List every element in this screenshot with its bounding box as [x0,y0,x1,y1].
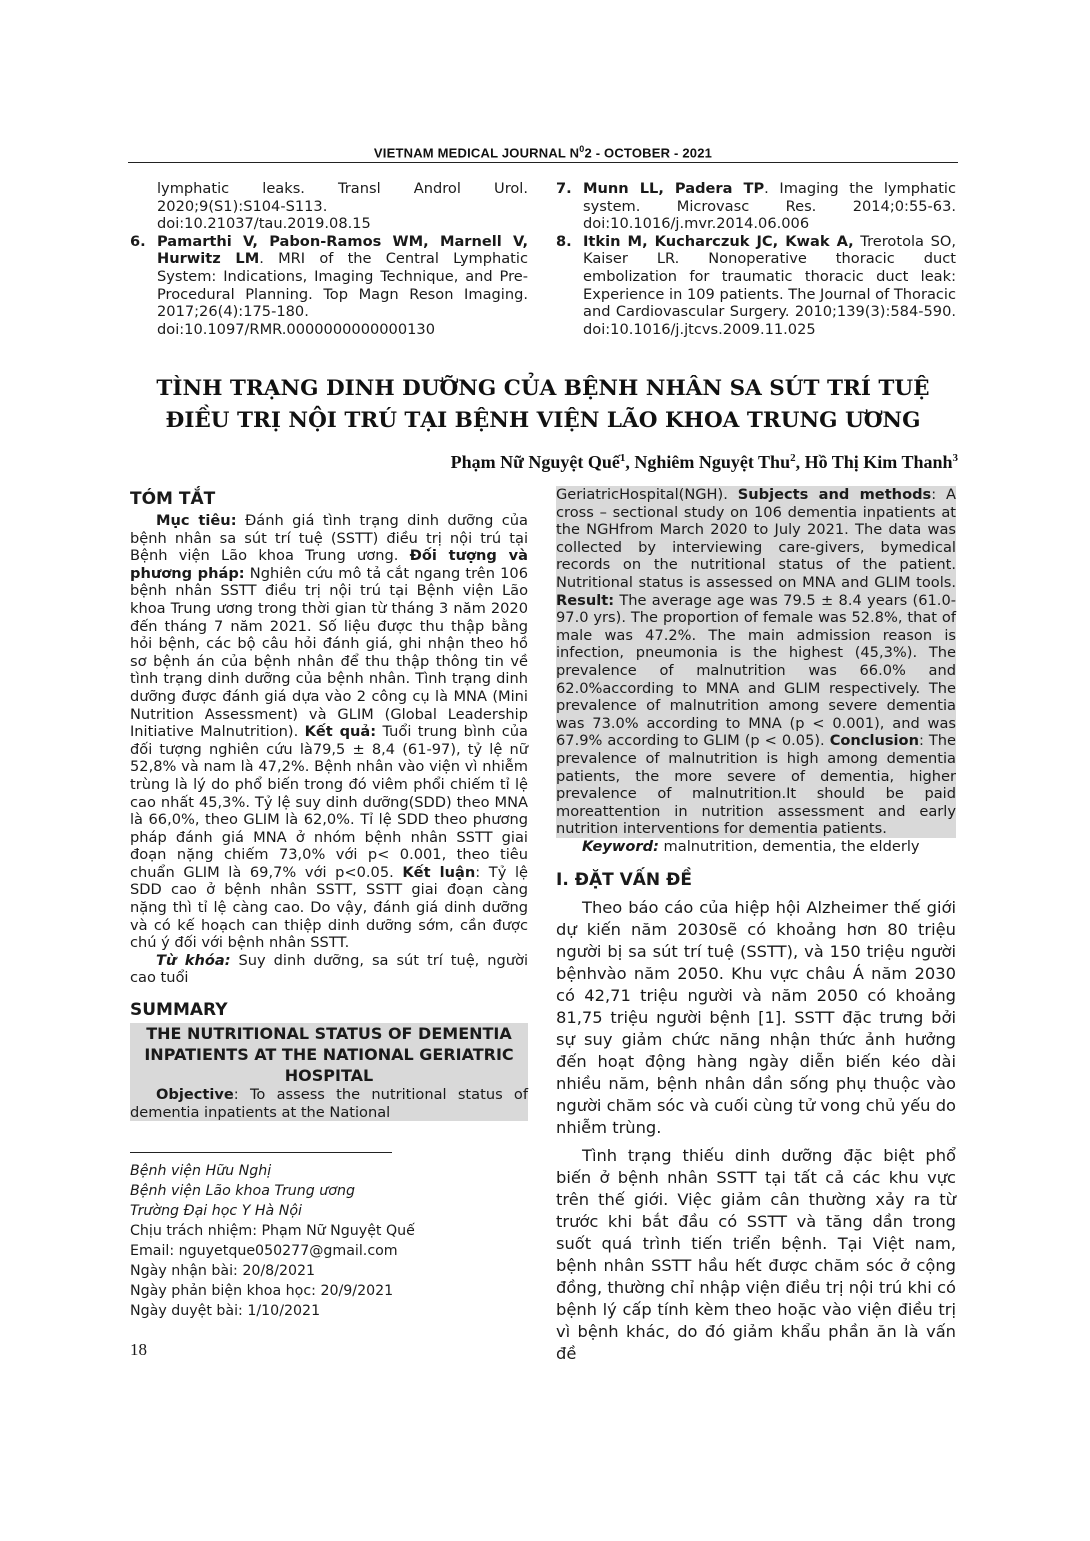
summary-result-text: The average age was 79.5 ± 8.4 years (61.0-97.0 yrs). The proportion of female was 52.8%, that of male was 47.2%. The main admission reason is infection, pneumonia is the highest (45,3%). The prevalence of malnutrition was 66.0% and 62.0%according to MNA and GLIM respectively. The prevalence of malnutrition among severe dementia was 73.0% according to MNA (p < 0.001), and was 67.9% according to GLIM (p < 0.05). [556,591,956,750]
title-line-2: ĐIỀU TRỊ NỘI TRÚ TẠI BỆNH VIỆN LÃO KHOA TRUNG ƯƠNG [165,408,921,433]
reference-7 [556,180,956,233]
email: Email: nguyetque050277@gmail.com [130,1243,398,1259]
summary-body [556,486,956,838]
results-label: Kết quả: [304,723,377,741]
references-right [556,180,956,338]
summary-objective [130,1086,528,1121]
page-number: 18 [130,1340,147,1359]
reference-text: Trerotola SO, Kaiser LR. Nonoperative thoracic duct embolization for traumatic thoracic duct leak: Experience in 109 patients. The Journal of Thoracic and Cardiovascular Surgery. 2010;139(3):584-590. doi:10.1016/j.jtcvs.2009.11.025 [583,232,957,338]
header-rule [128,162,958,163]
responsible-author: Chịu trách nhiệm: Phạm Nữ Nguyệt Quế [130,1223,415,1239]
introduction-heading: I. ĐẶT VẤN ĐỀ [556,870,692,891]
author-name: Phạm Nữ Nguyệt Quế [450,452,620,472]
summary-conclusion-label: Conclusion [829,732,919,750]
summary-keywords [556,838,956,856]
objective-text: Đánh giá tình trạng dinh dưỡng của bệnh nhân sa sút trí tuệ (SSTT) điều trị nội trú tại Bệnh viện Lão khoa Trung ương. [130,512,528,565]
abstract-paragraph [130,512,528,952]
introduction-paragraph-2: Tình trạng thiếu dinh dưỡng đặc biệt phổ biến ở bệnh nhân SSTT tại tất cả các khu vực trên thế giới. Việc giảm cân thường xảy ra từ trước khi bắt đầu có SSTT và tăng dần trong suốt quá trình tiến triển bệnh. Tại Việt nam, bệnh nhân SSTT hầu hết được chăm sóc ở cộng đồng, thường chỉ nhập viện điều trị nội trú khi có bệnh lý cấp tính kèm theo hoặc vào viện điều trị vì bệnh khác, do đó giảm khẩu phần ăn là vấn đề [556,1146,956,1364]
title-line-1: TÌNH TRẠNG DINH DƯỠNG CỦA BỆNH NHÂN SA SÚT TRÍ TUỆ [156,376,930,401]
author-list [451,452,958,473]
author-name: Hồ Thị Kim Thanh [804,452,953,472]
keywords-text: Suy dinh dưỡng, sa sút trí tuệ, người cao tuổi [130,951,529,987]
journal-sup: 0 [579,144,585,154]
reference-5-continued: lymphatic leaks. Transl Androl Urol. 2020;9(S1):S104-S113. doi:10.21037/tau.2019.08.15 [157,180,528,233]
footnote-rule [130,1152,392,1153]
author-separator: , [625,452,635,472]
reviewed-date: Ngày phản biện khoa học: 20/9/2021 [130,1283,394,1299]
reference-number: 8. [556,232,572,250]
reference-text: . Imaging the lymphatic system. Microvasc Res. 2014;0:55-63. doi:10.1016/j.mvr.2014.06.006 [583,180,956,233]
references-left [130,180,528,338]
keywords-label: Từ khóa: [156,951,231,969]
affiliation-2: Bệnh viện Lão khoa Trung ương [130,1183,355,1199]
abstract-heading: TÓM TẮT [130,489,216,509]
author-affiliation: 2 [790,452,796,464]
left-body-column [130,488,528,1121]
results-text: Tuổi trung bình của đối tượng nghiên cứu là79,5 ± 8,4 (61-97), tỷ lệ nữ 52,8% và nam là 47,2%. Bệnh nhân vào viện vì nhiễm trùng là lý do phổ biến trong đó viêm phổi chiếm tỉ lệ cao nhất 45,3%. Tỷ lệ suy dinh dưỡng(SDD) theo MNA là 66,0%, theo GLIM là 62,0%. Tỉ lệ SDD theo phương pháp đánh giá MNA ở nhóm bệnh nhân SSTT giai đoạn nặng chiếm 73,0% với p< 0.001, theo tiêu chuẩn GLIM là 69,7% với p<0.05. [130,723,528,881]
author-affiliation: 3 [952,452,958,464]
summary-title: THE NUTRITIONAL STATUS OF DEMENTIA INPATIENTS AT THE NATIONAL GERIATRIC HOSPITAL [130,1023,528,1086]
footnotes [130,1161,528,1321]
summary-methods-label: Subjects and methods [737,486,932,503]
right-body-column [556,486,956,1365]
journal-prefix: VIETNAM MEDICAL JOURNAL N [373,145,580,161]
running-header [128,144,958,160]
summary-objective-continued: GeriatricHospital(NGH). [556,486,738,503]
summary-objective-text: : To assess the nutritional status of dementia inpatients at the National [130,1086,528,1121]
summary-methods-text: : A cross – sectional study on 106 dementia inpatients at the NGHfrom March 2020 to July 2021. The data was collected by interviewing care-givers, bymedical records on the nutritional status of the patient. Nutritional status is assessed on MNA and GLIM tools. [556,486,957,591]
article-title [128,373,958,437]
affiliation-1: Bệnh viện Hữu Nghị [130,1163,272,1179]
objective-label: Mục tiêu: [156,512,237,529]
reference-authors: Pamarthi V, Pabon-Ramos WM, Marnell V, Hurwitz LM [157,232,528,268]
summary-heading: SUMMARY [130,1000,228,1021]
summary-keyword-label: Keyword: [582,837,659,855]
author-separator: , [795,452,805,472]
author-name: Nghiêm Nguyệt Thu [634,452,791,472]
summary-result-label: Result: [556,591,615,609]
summary-keyword-text: malnutrition, dementia, the elderly [658,837,920,855]
introduction-paragraph-1: Theo báo cáo của hiệp hội Alzheimer thế giới dự kiến năm 2030sẽ có khoảng hơn 80 triệu người bị sa sút trí tuệ (SSTT), và 150 triệu người bệnhvào năm 2050. Khu vực châu Á năm 2030 có 42,71 triệu người và năm 2050 có khoảng 81,75 triệu người bệnh [1]. SSTT đặc trưng bởi sự suy giảm chức năng nhận thức ảnh hưởng đến hoạt động hàng ngày diễn biến kéo dài nhiều năm, bệnh nhân dần sống phụ thuộc vào người chăm sóc và cuối cùng tử vong chủ yếu do nhiễm trùng. [556,898,956,1138]
methods-text: Nghiên cứu mô tả cắt ngang trên 106 bệnh nhân SSTT điều trị nội trú tại Bệnh viện Lão khoa Trung ương trong thời gian từ tháng 3 năm 2020 đến tháng 7 năm 2021. Số liệu được thu thập bằng hỏi bệnh, các bộ câu hỏi đánh giá, ghi nhận theo hồ sơ bệnh án của bệnh nhân để thu thập thông tin về tình trạng dinh dưỡng của bệnh nhân. Tình trạng dinh dưỡng được đánh giá dựa vào 2 công cụ là MNA (Mini Nutrition Assessment) và GLIM (Global Leadership Initiative Malnutrition). [130,564,528,741]
methods-label: Đối tượng và phương pháp: [130,547,528,582]
reference-authors: Munn LL, Padera TP [583,180,765,197]
journal-suffix: 2 - OCTOBER - 2021 [584,145,713,161]
reference-number: 7. [556,180,572,197]
conclusion-text: : Tỷ lệ SDD cao ở bệnh nhân SSTT, SSTT giai đoạn càng nặng thì tỉ lệ càng cao. Do vậy, đánh giá dinh dưỡng và có kế hoạch can thiệp dinh dưỡng sớm, cần được chú ý đối với bệnh nhân SSTT. [130,863,528,952]
summary-conclusion-text: : The prevalence of malnutrition is high among dementia patients, the more severe of dementia, higher prevalence of malnutrition.It should be paid moreattention in nutrition assessment and early nutrition interventions for dementia patients. [556,732,957,838]
conclusion-label: Kết luận [402,863,476,881]
summary-objective-label: Objective [156,1086,234,1104]
received-date: Ngày nhận bài: 20/8/2021 [130,1263,316,1279]
keywords-paragraph [130,952,528,987]
reference-8 [556,233,956,339]
reference-authors: Itkin M, Kucharczuk JC, Kwak A, [583,232,854,250]
author-affiliation: 1 [619,452,626,464]
accepted-date: Ngày duyệt bài: 1/10/2021 [130,1303,321,1319]
affiliation-3: Trường Đại học Y Hà Nội [130,1203,302,1219]
reference-6 [130,233,528,339]
reference-number: 6. [130,232,146,250]
reference-text: . MRI of the Central Lymphatic System: Indications, Imaging Technique, and Pre-Procedural Planning. Top Magn Reson Imaging. 2017;26(4):175-180. doi:10.1097/RMR.0000000000000130 [157,250,528,338]
